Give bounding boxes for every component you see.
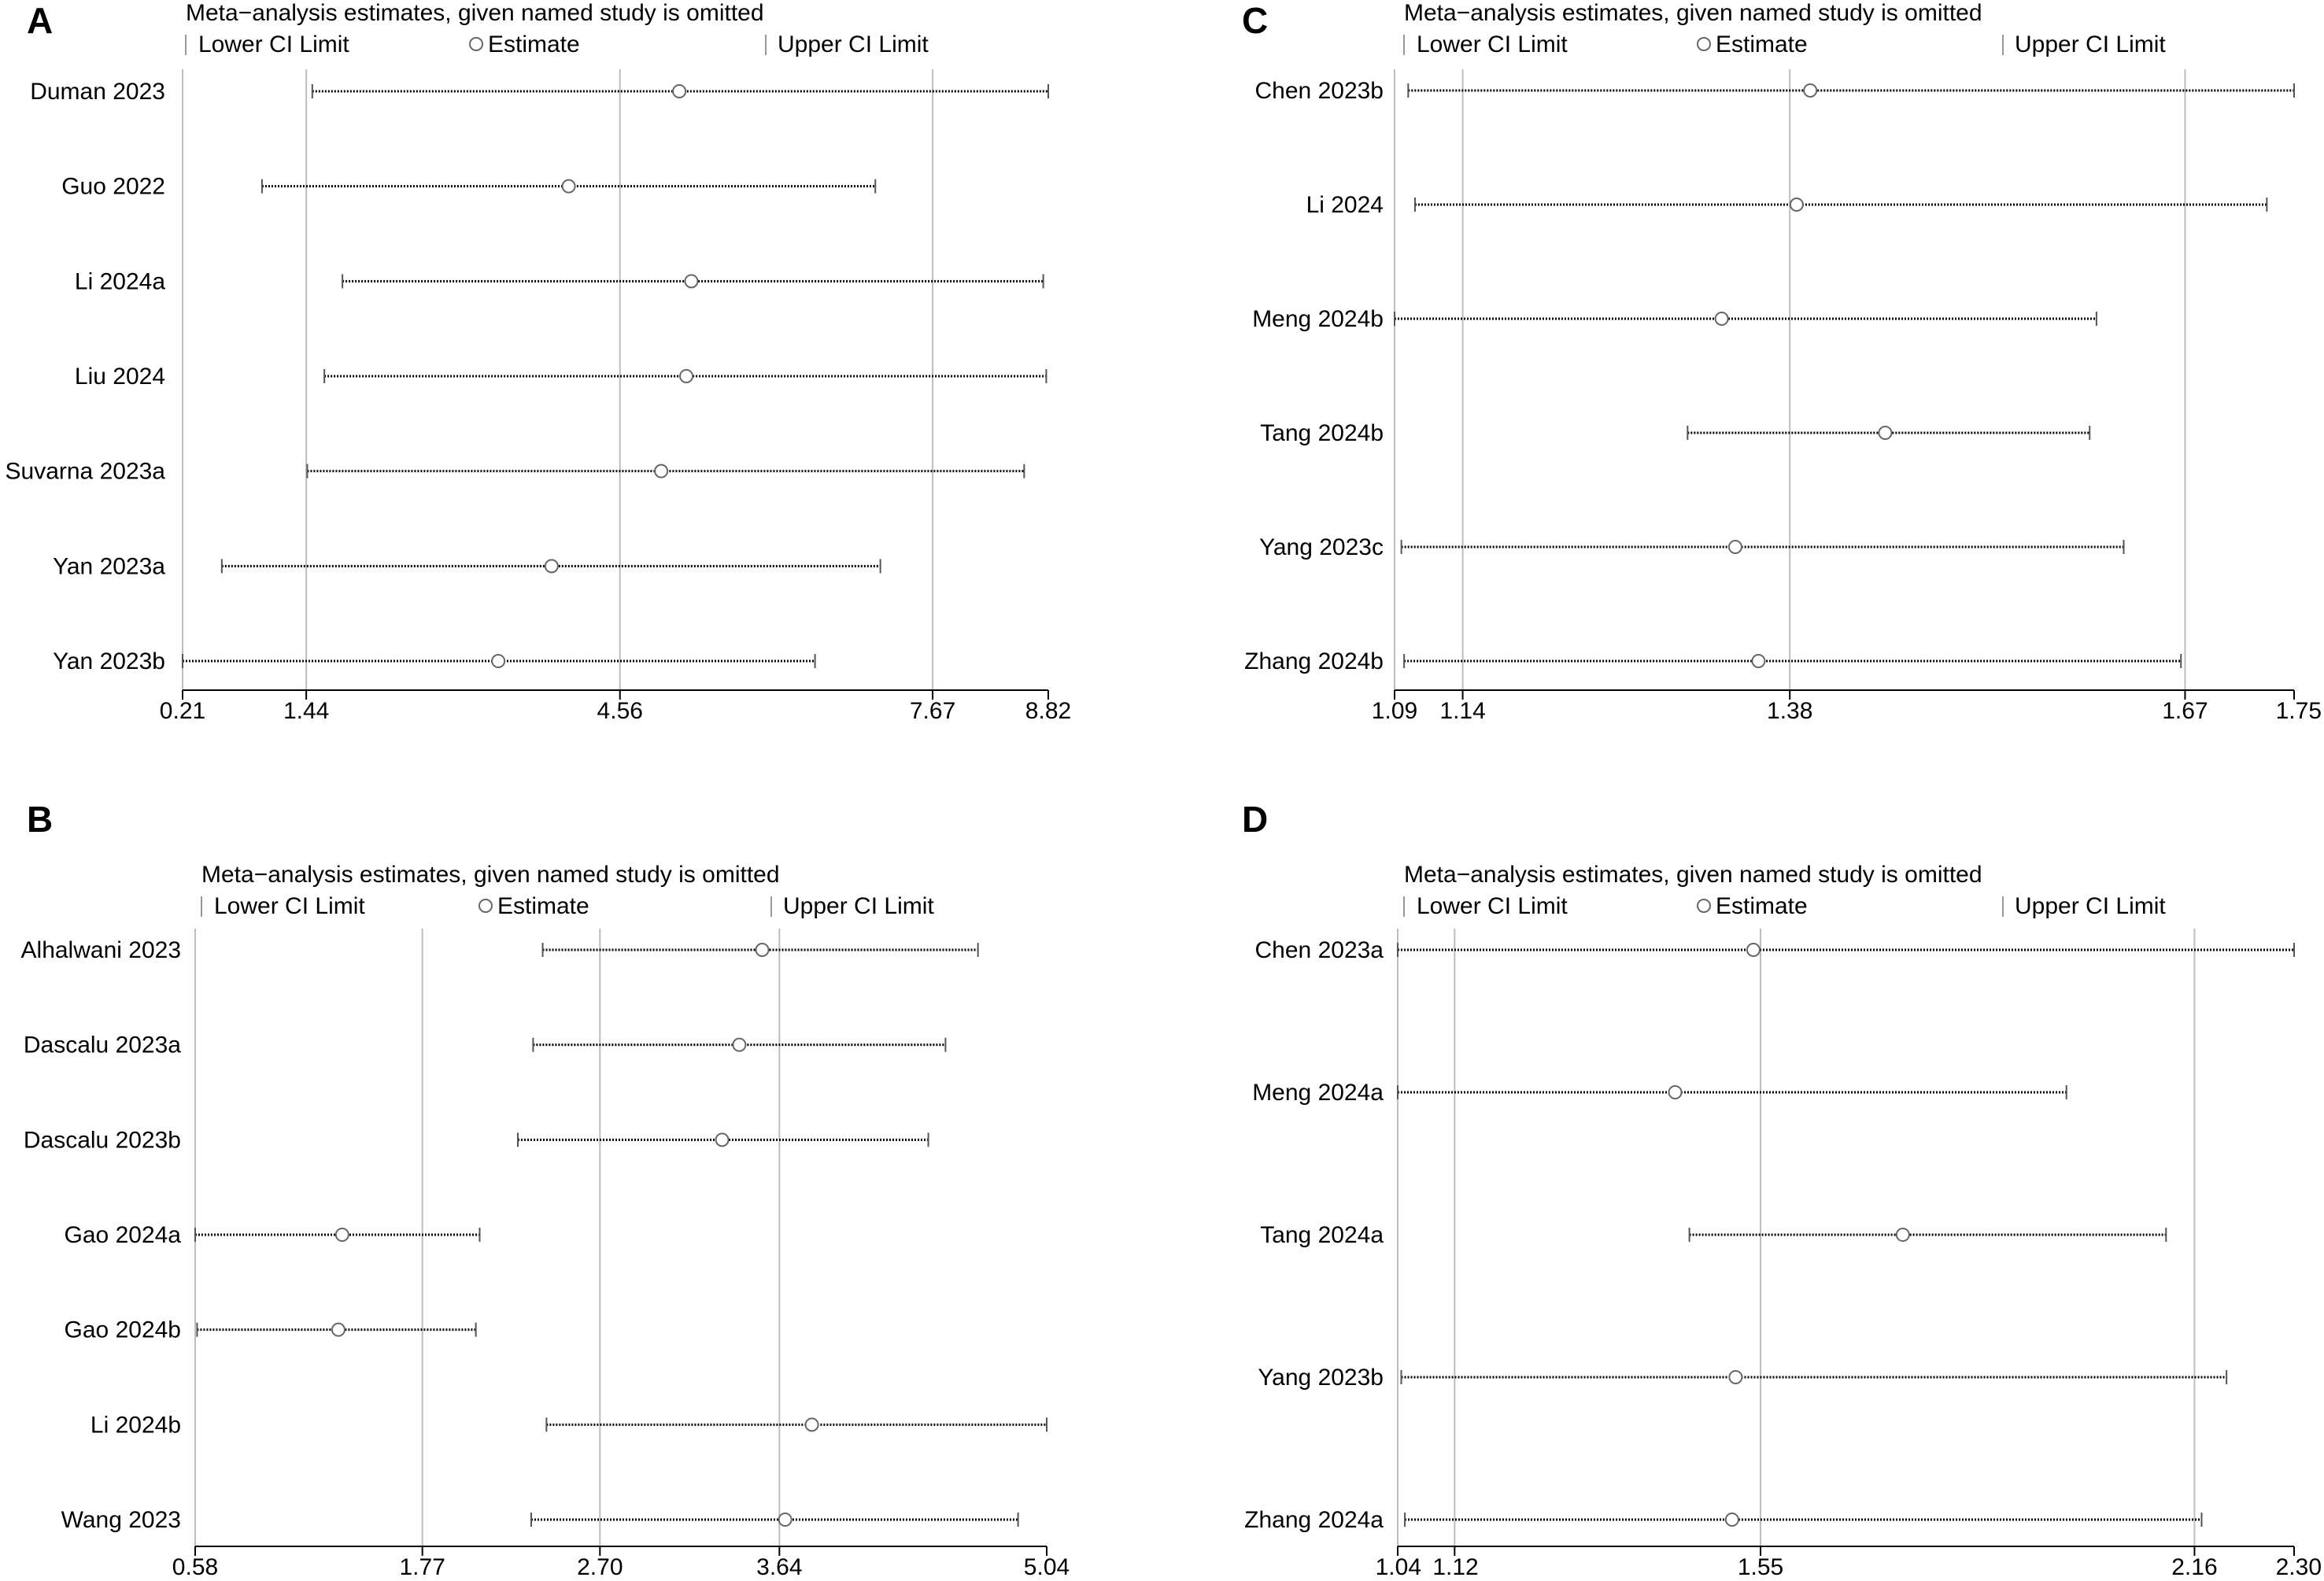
chart-title: Meta−analysis estimates, given named study is omitted	[1404, 0, 1982, 26]
estimate-point	[1879, 427, 1891, 439]
study-row	[24, 1032, 946, 1058]
panel-letter: D	[1242, 799, 1269, 840]
legend-estimate-marker	[1698, 899, 1710, 912]
study-row	[1255, 937, 2294, 963]
estimate-point	[1669, 1086, 1682, 1099]
study-row	[6, 459, 1025, 485]
study-label: Yan 2023b	[53, 648, 165, 674]
study-row	[21, 937, 978, 963]
study-label: Liu 2024	[74, 364, 165, 390]
panel-b	[21, 799, 1070, 1580]
x-tick-label: 2.30	[2275, 1554, 2322, 1580]
study-row	[65, 1317, 476, 1343]
x-tick-label: 3.64	[756, 1554, 803, 1580]
x-tick-label: 1.38	[1767, 698, 1813, 724]
chart-title: Meta−analysis estimates, given named study is omitted	[1404, 862, 1982, 888]
legend-estimate-marker	[470, 38, 482, 50]
study-row	[24, 1127, 929, 1153]
chart-title: Meta−analysis estimates, given named study is omitted	[201, 862, 780, 888]
x-tick-label: 1.75	[2275, 698, 2322, 724]
study-label: Guo 2022	[61, 173, 165, 200]
estimate-point	[1752, 655, 1764, 667]
x-tick-label: 1.44	[283, 698, 330, 724]
legend-estimate-label: Estimate	[488, 31, 580, 57]
estimate-point	[563, 180, 575, 193]
study-row	[75, 268, 1044, 294]
study-label: Chen 2023b	[1254, 78, 1384, 104]
x-tick-label: 1.09	[1371, 698, 1418, 724]
estimate-point	[1790, 198, 1803, 211]
study-label: Yan 2023a	[53, 553, 165, 580]
x-tick-label: 0.21	[159, 698, 206, 724]
estimate-point	[1747, 944, 1760, 956]
study-row	[1244, 1507, 2201, 1533]
study-row	[75, 364, 1047, 390]
study-label: Dascalu 2023a	[23, 1032, 181, 1058]
study-label: Meng 2024a	[1252, 1080, 1384, 1106]
study-label: Suvarna 2023a	[5, 458, 165, 485]
study-row	[1255, 78, 2294, 104]
study-row	[1252, 1080, 2067, 1106]
study-row	[1244, 648, 2181, 674]
x-tick-label: 5.04	[1023, 1554, 1070, 1580]
legend-upper-label: Upper CI Limit	[778, 31, 929, 57]
x-tick-label: 0.58	[172, 1554, 219, 1580]
x-tick-label: 4.56	[597, 698, 643, 724]
study-label: Meng 2024b	[1252, 306, 1384, 332]
x-tick-label: 1.14	[1439, 698, 1486, 724]
panel-letter: C	[1242, 0, 1269, 41]
x-tick-label: 2.16	[2171, 1554, 2218, 1580]
chart-title: Meta−analysis estimates, given named study is omitted	[186, 0, 764, 26]
study-label: Li 2024a	[74, 268, 165, 295]
study-label: Gao 2024a	[64, 1222, 181, 1248]
estimate-point	[756, 944, 769, 956]
x-tick-label: 1.67	[2162, 698, 2208, 724]
panel-c	[1242, 0, 2322, 724]
study-row	[65, 1222, 480, 1248]
estimate-point	[1716, 312, 1728, 325]
x-tick-label: 1.55	[1737, 1554, 1784, 1580]
study-label: Gao 2024b	[64, 1317, 181, 1343]
estimate-point	[1729, 541, 1742, 553]
legend-estimate-marker	[1698, 38, 1710, 50]
legend-estimate-label: Estimate	[497, 893, 589, 919]
study-label: Wang 2023	[61, 1507, 181, 1533]
panel-letter: B	[27, 799, 54, 840]
legend-upper-label: Upper CI Limit	[2015, 893, 2166, 919]
x-tick-label: 2.70	[577, 1554, 623, 1580]
study-label: Dascalu 2023b	[23, 1127, 181, 1154]
study-label: Zhang 2024b	[1244, 648, 1384, 674]
legend-lower-label: Lower CI Limit	[1417, 31, 1568, 57]
study-row	[1260, 1222, 2166, 1248]
estimate-point	[1729, 1371, 1742, 1383]
legend-estimate-label: Estimate	[1716, 893, 1808, 919]
study-row	[91, 1412, 1047, 1438]
legend-upper-label: Upper CI Limit	[2015, 31, 2166, 57]
study-label: Chen 2023a	[1254, 937, 1384, 963]
estimate-point	[1726, 1513, 1738, 1526]
panel-d	[1242, 799, 2322, 1580]
legend-lower-label: Lower CI Limit	[214, 893, 365, 919]
study-label: Tang 2024a	[1260, 1222, 1384, 1248]
estimate-point	[716, 1133, 729, 1146]
legend	[201, 893, 934, 919]
legend-estimate-label: Estimate	[1716, 31, 1808, 57]
estimate-point	[685, 275, 697, 287]
legend-lower-label: Lower CI Limit	[1417, 893, 1568, 919]
study-row	[1260, 420, 2089, 446]
panel-a	[6, 0, 1072, 724]
study-label: Li 2024	[1306, 192, 1384, 218]
estimate-point	[545, 560, 558, 572]
estimate-point	[1897, 1228, 1909, 1241]
x-tick-label: 8.82	[1025, 698, 1072, 724]
study-row	[53, 553, 881, 579]
estimate-point	[492, 655, 504, 667]
estimate-point	[779, 1513, 792, 1526]
legend	[186, 31, 929, 57]
study-row	[1306, 192, 2267, 218]
study-label: Alhalwani 2023	[20, 937, 181, 963]
study-label: Duman 2023	[30, 79, 165, 105]
estimate-point	[680, 370, 693, 382]
study-label: Zhang 2024a	[1244, 1507, 1384, 1533]
estimate-point	[336, 1228, 349, 1241]
study-label: Yang 2023b	[1258, 1365, 1384, 1391]
study-row	[1259, 534, 2123, 560]
estimate-point	[733, 1039, 745, 1051]
study-row	[1252, 306, 2097, 332]
estimate-point	[655, 465, 667, 478]
study-row	[61, 1507, 1018, 1533]
study-row	[1258, 1365, 2226, 1391]
legend	[1404, 31, 2166, 57]
study-label: Yang 2023c	[1259, 534, 1384, 560]
legend-estimate-marker	[479, 899, 492, 912]
estimate-point	[332, 1324, 345, 1336]
estimate-point	[673, 85, 685, 98]
study-label: Li 2024b	[90, 1412, 181, 1439]
study-row	[61, 174, 875, 200]
legend-lower-label: Lower CI Limit	[198, 31, 349, 57]
estimate-point	[806, 1418, 818, 1431]
legend-upper-label: Upper CI Limit	[783, 893, 934, 919]
x-tick-label: 7.67	[909, 698, 956, 724]
x-tick-label: 1.12	[1432, 1554, 1479, 1580]
panel-letter: A	[27, 0, 54, 41]
study-label: Tang 2024b	[1260, 420, 1384, 446]
legend	[1404, 893, 2166, 919]
x-tick-label: 1.77	[399, 1554, 445, 1580]
x-tick-label: 1.04	[1375, 1554, 1421, 1580]
estimate-point	[1804, 84, 1816, 97]
study-row	[53, 648, 815, 674]
